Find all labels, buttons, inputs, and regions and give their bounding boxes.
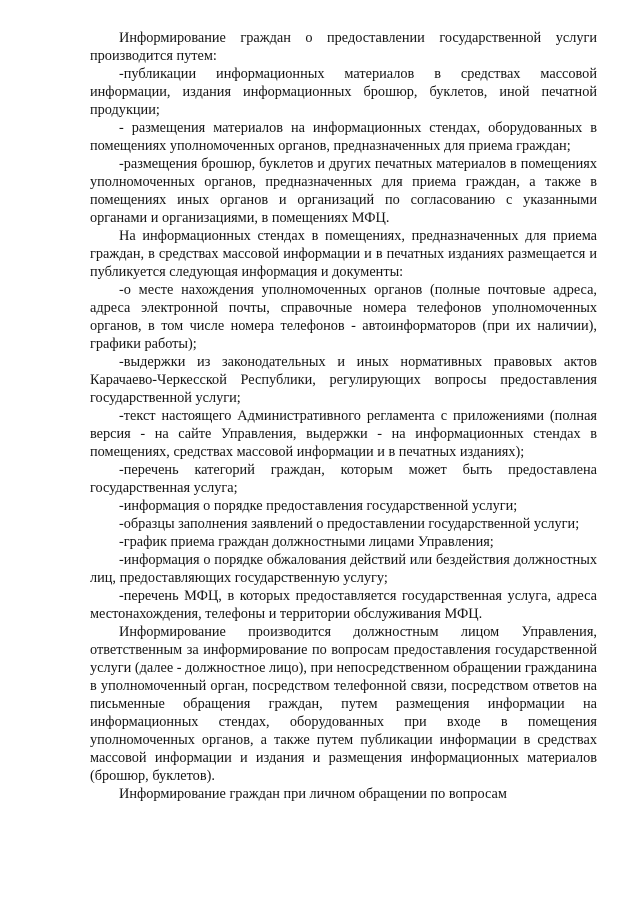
list-item-appeal-procedure: -информация о порядке обжалования действий или бездействия должностных лиц, предоставляющих государственную услугу;: [90, 552, 597, 586]
paragraph-informing-methods: Информирование граждан о предоставлении государственной услуги производится путем:: [90, 30, 597, 64]
paragraph-personal-appeal: Информирование граждан при личном обращении по вопросам: [119, 786, 507, 802]
list-item-brochures: -размещения брошюр, буклетов и других печатных материалов в помещениях уполномоченных органов, предназначенных для приема граждан, а также в помещениях иных органов и организаций по согласованию с указанными органами и организациями, в помещениях МФЦ.: [90, 156, 597, 226]
list-item-reception-schedule: -график приема граждан должностными лицами Управления;: [119, 534, 494, 550]
paragraph-published-info: На информационных стендах в помещениях, предназначенных для приема граждан, в средствах массовой информации и в печатных изданиях размещается и публикуется следующая информация и документы:: [90, 228, 597, 280]
list-item-mfc-list: -перечень МФЦ, в которых предоставляется государственная услуга, адреса местонахождения, телефоны и территории обслуживания МФЦ.: [90, 588, 597, 622]
list-item-regulation-text: -текст настоящего Административного регламента с приложениями (полная версия - на сайте Управления, выдержки - на информационных стендах в помещениях, средствах массовой информации и в печатных изданиях);: [90, 408, 597, 460]
list-item-application-samples: -образцы заполнения заявлений о предоставлении государственной услуги;: [119, 516, 580, 532]
list-item-legal-extracts: -выдержки из законодательных и иных нормативных правовых актов Карачаево-Черкесской Республики, регулирующих вопросы предоставления государственной услуги;: [90, 354, 597, 406]
list-item-location-info: -о месте нахождения уполномоченных органов (полные почтовые адреса, адреса электронной почты, справочные номера телефонов уполномоченных органов, в том числе номера телефонов - автоинформаторов (при их наличии), графики работы);: [90, 282, 597, 352]
list-item-citizen-categories: -перечень категорий граждан, которым может быть предоставлена государственная услуга;: [90, 462, 597, 496]
list-item-media-publication: -публикации информационных материалов в средствах массовой информации, издания информационных брошюр, буклетов, иной печатной продукции;: [90, 66, 597, 118]
list-item-procedure-info: -информация о порядке предоставления государственной услуги;: [119, 498, 518, 514]
document-page: [90, 29, 597, 803]
paragraph-official-informing: Информирование производится должностным лицом Управления, ответственным за информирование по вопросам предоставления государственной услуги (далее - должностное лицо), при непосредственном обращении гражданина в уполномоченный орган, посредством телефонной связи, посредством ответов на письменные обращения граждан, путем размещения информации на информационных стендах, оборудованных при входе в помещения уполномоченных органов, а также путем публикации информации в средствах массовой информации и издания и размещения информационных материалов (брошюр, буклетов).: [90, 624, 597, 784]
list-item-info-stands: - размещения материалов на информационных стендах, оборудованных в помещениях уполномоченных органов, предназначенных для приема граждан;: [90, 120, 597, 154]
